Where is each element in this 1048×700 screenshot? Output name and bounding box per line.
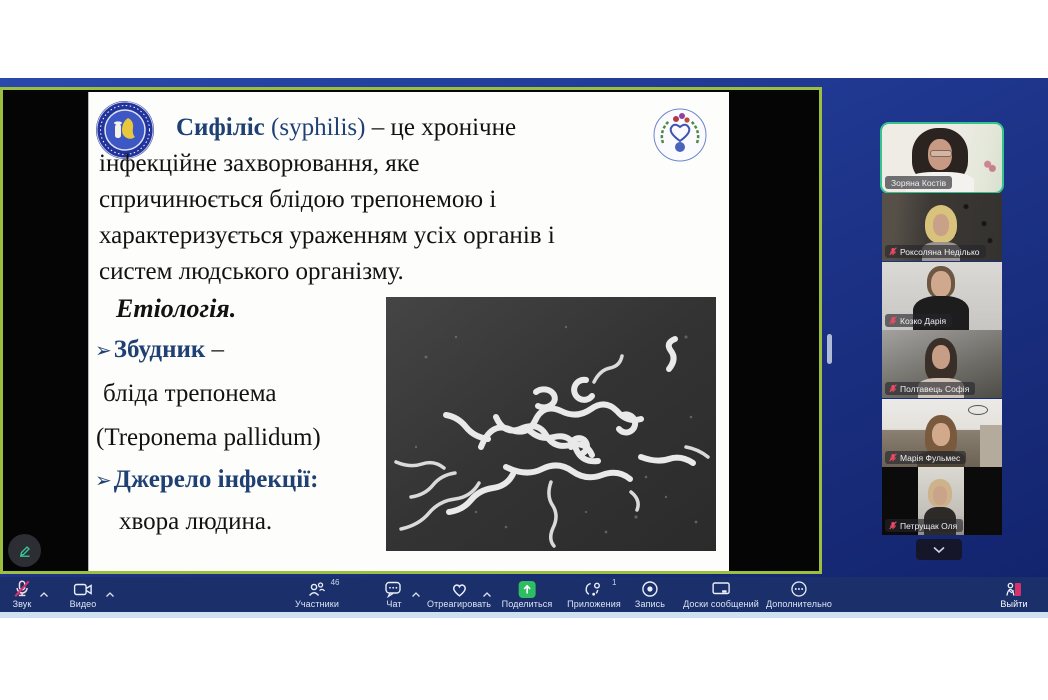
- participant-name: Зоряна Костів: [891, 177, 947, 188]
- participants-icon: [308, 581, 327, 598]
- slide-etiology-heading: Етіологія.: [116, 294, 237, 323]
- chat-button[interactable]: Чат: [385, 580, 404, 609]
- share-screen-icon: [518, 581, 535, 598]
- share-screen-button[interactable]: Поделиться: [502, 580, 553, 609]
- slide-pathogen-name: бліда трепонема: [103, 380, 277, 407]
- heart-icon: [450, 581, 469, 598]
- bullet-arrow-icon: ➢: [95, 468, 112, 492]
- record-icon: [641, 580, 659, 598]
- leave-button[interactable]: Выйти: [1000, 580, 1027, 609]
- silhouette: [932, 423, 950, 446]
- participant-name-tag: [885, 382, 975, 395]
- chat-options-chevron[interactable]: [412, 585, 421, 603]
- apps-badge: 1: [612, 578, 617, 587]
- silhouette: [930, 150, 952, 157]
- meeting-toolbar: [0, 577, 1048, 612]
- muted-mic-icon: [889, 384, 897, 393]
- participant-name-tag: [885, 519, 963, 532]
- reactions-button[interactable]: Отреагировать: [427, 580, 491, 609]
- apps-button[interactable]: 1 Приложения: [567, 578, 621, 609]
- bullet-source-label: Джерело інфекції: [113, 466, 311, 493]
- slide-source-text: хвора людина.: [119, 508, 273, 535]
- slide-title-term: Сифіліс: [176, 114, 265, 141]
- participant-name-tag: [885, 314, 952, 327]
- chevron-down-icon: [932, 546, 946, 554]
- participants-count: 46: [330, 578, 340, 587]
- whiteboards-button[interactable]: Доски сообщений: [683, 580, 759, 609]
- pencil-icon: [17, 543, 33, 559]
- bullet-source-colon: :: [310, 466, 319, 493]
- slide-body-line: характеризується ураженням усіх органів і: [99, 222, 555, 249]
- slide-title-latin: (syphilis): [264, 114, 366, 141]
- panel-resize-handle[interactable]: [827, 334, 832, 364]
- chat-icon: [385, 581, 404, 598]
- participant-name: Роксоляна Неділько: [900, 246, 980, 257]
- participant-tile[interactable]: [882, 399, 1002, 467]
- slide-body-line: інфекційне захворювання, яке: [99, 150, 420, 177]
- participant-name-tag: [885, 245, 986, 258]
- participant-tile[interactable]: [882, 262, 1002, 330]
- participant-tile[interactable]: [882, 467, 1002, 535]
- bullet-arrow-icon: ➢: [95, 338, 112, 362]
- reactions-options-chevron[interactable]: [483, 585, 492, 603]
- leave-meeting-icon: [1005, 581, 1024, 598]
- slide-title-line: [176, 114, 516, 142]
- window-light: [980, 425, 1002, 467]
- participant-name-tag: [885, 176, 952, 189]
- participant-name: Полтавець Софія: [900, 383, 970, 394]
- slide-title-rest: – це хронічне: [365, 114, 517, 141]
- silhouette: [932, 345, 950, 369]
- mic-muted-icon: [13, 580, 32, 598]
- audio-options-chevron[interactable]: [40, 585, 49, 603]
- participant-name-tag: [885, 451, 966, 464]
- collapse-participants-button[interactable]: [916, 539, 962, 560]
- zoom-meeting-window: [0, 78, 1048, 618]
- slide-body-line: спричинюється блідою трепонемою і: [99, 186, 497, 213]
- participant-tile[interactable]: [882, 193, 1002, 261]
- ceiling-lamp: [968, 405, 988, 415]
- participants-button[interactable]: 46 Участники: [295, 578, 340, 609]
- participant-tile[interactable]: [880, 122, 1004, 194]
- window-bottom-edge: [0, 612, 1048, 618]
- university-logo-right: [653, 107, 707, 163]
- muted-mic-icon: [889, 521, 897, 530]
- silhouette: [931, 271, 951, 297]
- video-button[interactable]: Видео: [70, 580, 97, 609]
- muted-mic-icon: [889, 316, 897, 325]
- screen-share-area: [0, 87, 822, 574]
- slide-bullet-source: [95, 466, 318, 494]
- silhouette: [933, 486, 947, 505]
- silhouette: [984, 160, 996, 174]
- participant-name: Марія Фульмес: [900, 452, 961, 463]
- whiteboard-icon: [711, 581, 731, 597]
- slide-body-line: систем людського організму.: [99, 258, 404, 285]
- participant-tile[interactable]: [882, 330, 1002, 398]
- apps-icon: [585, 581, 604, 598]
- bullet-pathogen-label: Збудник: [113, 336, 206, 363]
- video-options-chevron[interactable]: [106, 585, 115, 603]
- participant-name: Петрущак Оля: [900, 520, 958, 531]
- annotate-button[interactable]: [8, 534, 41, 567]
- muted-mic-icon: [889, 247, 897, 256]
- treponema-micrograph-image: [386, 297, 716, 551]
- more-button[interactable]: Дополнительно: [766, 580, 832, 609]
- slide-bullet-pathogen: [95, 336, 224, 364]
- silhouette: [933, 214, 949, 236]
- presentation-slide: [88, 92, 729, 571]
- record-button[interactable]: Запись: [635, 580, 665, 609]
- audio-button[interactable]: Звук: [13, 580, 32, 609]
- camera-icon: [73, 582, 92, 597]
- bullet-pathogen-dash: –: [205, 336, 225, 363]
- more-ellipsis-icon: [790, 580, 808, 598]
- muted-mic-icon: [889, 453, 897, 462]
- slide-pathogen-latin: (Treponema pallidum): [96, 424, 321, 451]
- participant-name: Козко Дарія: [900, 315, 947, 326]
